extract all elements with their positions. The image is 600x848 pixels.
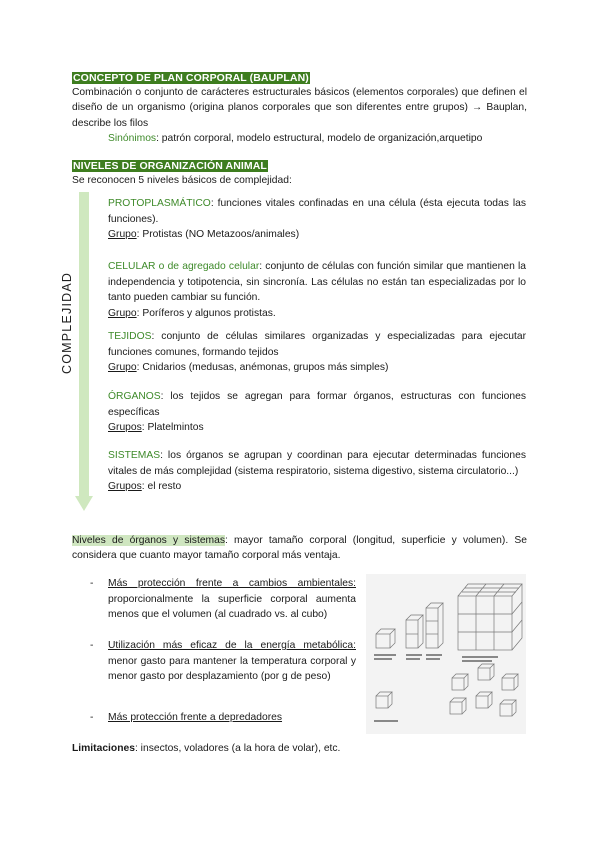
complexity-arrow-head-icon (75, 496, 93, 512)
level-desc: : conjunto de células con función similar que mantienen la independencia y totipotencia, sin sincronía. Las células no están tan especializadas por lo tanto pueden cambiar su función. (108, 261, 527, 304)
level-group-label: Grupo (108, 307, 137, 319)
advantages-list (90, 576, 356, 726)
level-group-label: Grupo (108, 229, 137, 241)
level-group: : el resto (141, 481, 182, 493)
cube-scatter (376, 664, 518, 716)
level-group-label: Grupos (108, 481, 142, 493)
level-item (108, 448, 526, 495)
level-item (108, 196, 526, 259)
advantage-title: Utilización más eficaz de la energía metabólica: (108, 640, 356, 651)
section-title-niveles: NIVELES DE ORGANIZACIÓN ANIMAL (73, 160, 267, 172)
cube-column (406, 603, 443, 648)
synonyms-text: : patrón corporal, modelo estructural, modelo de organización,arquetipo (156, 133, 483, 144)
level-group: : Poríferos y algunos protistas. (136, 307, 276, 319)
level-name: ÓRGANOS (108, 391, 161, 402)
level-name: TEJIDOS (108, 331, 152, 342)
bauplan-definition: Combinación o conjunto de carácteres estructurales básicos (elementos corporales) que definen el diseño de un organismo (origina planos corporales que son diferentes entre grupos) → Bauplan, describe los filos (72, 87, 527, 129)
limitations-label: Limitaciones (72, 743, 135, 754)
size-advantage-highlight: Niveles de órganos y sistemas (72, 535, 225, 546)
cube-large (458, 584, 522, 650)
level-name: SISTEMAS (108, 450, 161, 461)
level-group-label: Grupos (108, 422, 142, 434)
advantage-text: proporcionalmente la superficie corporal aumenta menos que el volumen (al cuadrado vs. al cubo) (108, 593, 356, 621)
size-advantage-text: : mayor tamaño corporal (longitud, superficie y volumen). Se considera que cuanto mayor tamaño corporal más ventaja. (72, 535, 527, 562)
level-group: : Protistas (NO Metazoos/animales) (136, 229, 300, 241)
section-title-bauplan: CONCEPTO DE PLAN CORPORAL (BAUPLAN) (73, 72, 309, 84)
advantage-item: - Más protección frente a cambios ambientales: proporcionalmente la superficie corporal aumenta menos que el volumen (al cuadrado vs. al cubo) (90, 578, 356, 621)
cubes-figure (366, 574, 526, 734)
level-name: CELULAR o de agregado celular (108, 261, 260, 272)
level-desc: : conjunto de células similares organizadas y especializadas para ejecutar funciones comunes, formando tejidos (108, 331, 526, 358)
advantage-title: Más protección frente a cambios ambientales: (108, 578, 356, 589)
level-group-label: Grupo (108, 362, 137, 374)
level-item (108, 329, 526, 389)
advantage-item: - Utilización más eficaz de la energía metabólica: menor gasto para mantener la temperatura corporal y menor gasto por desplazamiento (por g de peso) (90, 640, 356, 683)
level-desc: : funciones vitales confinadas en una célula (ésta ejecuta todas las funciones). (108, 198, 526, 225)
level-group: : Cnidarios (medusas, anémonas, grupos más simples) (136, 362, 389, 374)
synonyms-label: Sinónimos (108, 133, 157, 144)
levels-list (108, 196, 526, 495)
size-advantage-paragraph (72, 533, 527, 564)
level-name: PROTOPLASMÁTICO (108, 198, 211, 209)
advantage-text: menor gasto para mantener la temperatura corporal y menor gasto por desplazamiento (por g de peso) (108, 655, 356, 683)
limitations-text: : insectos, voladores (a la hora de volar), etc. (134, 743, 341, 754)
limitations-line (72, 741, 340, 756)
complexity-arrow-shaft (79, 192, 89, 498)
niveles-intro: Se reconocen 5 niveles básicos de complejidad: (72, 175, 292, 186)
synonyms-line (108, 131, 548, 146)
cube-small (376, 629, 395, 648)
complexity-label: COMPLEJIDAD (60, 271, 74, 374)
level-desc: : los tejidos se agregan para formar órganos, estructuras con funciones específicas (108, 391, 526, 418)
advantage-item: - Más protección frente a depredadores (90, 712, 283, 723)
level-desc: : los órganos se agrupan y coordinan para ejecutar determinadas funciones vitales de más complejidad (sistema respiratorio, sistema digestivo, sistema circulatorio...) (108, 450, 526, 477)
level-item (108, 259, 526, 329)
level-item (108, 389, 526, 448)
advantage-title: Más protección frente a depredadores (108, 712, 283, 723)
level-group: : Platelmintos (141, 422, 204, 434)
